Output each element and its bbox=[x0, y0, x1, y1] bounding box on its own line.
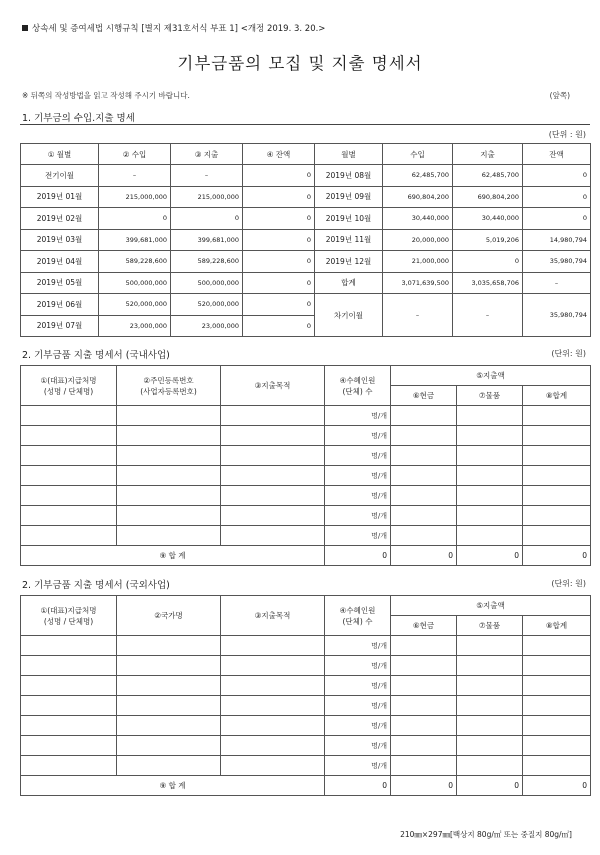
table-row bbox=[21, 208, 591, 230]
month-cell: 2019년 05월 bbox=[21, 272, 99, 294]
sum-cell[interactable] bbox=[523, 636, 591, 656]
col-header-cash: ⑥현금 bbox=[391, 386, 457, 406]
cash-cell[interactable] bbox=[391, 426, 457, 446]
beneficiary-unit-cell[interactable]: 명/개 bbox=[325, 656, 391, 676]
col-header-purpose: ③지출목적 bbox=[221, 366, 325, 406]
col-header-balance-2: 잔액 bbox=[523, 144, 591, 165]
col-header-month: ① 월별 bbox=[21, 144, 99, 165]
id-cell[interactable] bbox=[117, 406, 221, 426]
sum-cell[interactable] bbox=[523, 486, 591, 506]
month-cell: 2019년 09월 bbox=[315, 186, 383, 208]
goods-cell[interactable] bbox=[457, 506, 523, 526]
month-cell: 2019년 11월 bbox=[315, 229, 383, 251]
cash-cell[interactable] bbox=[391, 736, 457, 756]
country-cell[interactable] bbox=[117, 736, 221, 756]
month-cell: 전기이월 bbox=[21, 165, 99, 187]
instruction-notice: ※ 뒤쪽의 작성방법을 읽고 작성해 주시기 바랍니다. bbox=[22, 91, 190, 100]
table-header-row bbox=[21, 144, 591, 165]
sum-cell[interactable] bbox=[523, 466, 591, 486]
col-header-beneficiaries bbox=[325, 366, 391, 406]
paper-spec-footer: 210㎜×297㎜[백상지 80g/㎡ 또는 중질지 80g/㎡] bbox=[400, 830, 572, 839]
beneficiary-unit-cell[interactable]: 명/개 bbox=[325, 636, 391, 656]
total-sum: 0 bbox=[523, 546, 591, 566]
beneficiary-unit-cell[interactable]: 명/개 bbox=[325, 446, 391, 466]
purpose-cell[interactable] bbox=[221, 716, 325, 736]
income-cell: 589,228,600 bbox=[99, 251, 171, 273]
table-row bbox=[21, 676, 591, 696]
income-cell: 215,000,000 bbox=[99, 186, 171, 208]
income-cell: 20,000,000 bbox=[383, 229, 453, 251]
income-cell: 500,000,000 bbox=[99, 272, 171, 294]
beneficiary-unit-cell[interactable]: 명/개 bbox=[325, 466, 391, 486]
total-row bbox=[21, 776, 591, 796]
cash-cell[interactable] bbox=[391, 756, 457, 776]
balance-cell: 0 bbox=[243, 251, 315, 273]
cash-cell[interactable] bbox=[391, 466, 457, 486]
purpose-cell[interactable] bbox=[221, 526, 325, 546]
beneficiaries-header-text: ④수혜인원 (단체) 수 bbox=[339, 375, 376, 396]
cash-cell[interactable] bbox=[391, 696, 457, 716]
purpose-cell[interactable] bbox=[221, 756, 325, 776]
cash-cell[interactable] bbox=[391, 656, 457, 676]
goods-cell[interactable] bbox=[457, 486, 523, 506]
expense-cell: 23,000,000 bbox=[171, 315, 243, 337]
table-row bbox=[21, 446, 591, 466]
col-header-payee bbox=[21, 366, 117, 406]
sum-cell[interactable] bbox=[523, 716, 591, 736]
payee-cell[interactable] bbox=[21, 486, 117, 506]
payee-cell[interactable] bbox=[21, 446, 117, 466]
form-reference bbox=[22, 22, 325, 34]
beneficiary-unit-cell[interactable]: 명/개 bbox=[325, 406, 391, 426]
expense-cell: 30,440,000 bbox=[453, 208, 523, 230]
purpose-cell[interactable] bbox=[221, 736, 325, 756]
expense-cell: 215,000,000 bbox=[171, 186, 243, 208]
total-cash: 0 bbox=[391, 776, 457, 796]
balance-cell: 0 bbox=[523, 186, 591, 208]
col-header-beneficiaries bbox=[325, 596, 391, 636]
beneficiary-unit-cell[interactable]: 명/개 bbox=[325, 506, 391, 526]
month-cell: 2019년 10월 bbox=[315, 208, 383, 230]
expense-cell: 520,000,000 bbox=[171, 294, 243, 316]
total-sum: 0 bbox=[523, 776, 591, 796]
purpose-cell[interactable] bbox=[221, 426, 325, 446]
goods-cell[interactable] bbox=[457, 466, 523, 486]
goods-cell[interactable] bbox=[457, 696, 523, 716]
sum-cell[interactable] bbox=[523, 696, 591, 716]
balance-cell: 0 bbox=[243, 229, 315, 251]
balance-cell: 0 bbox=[523, 208, 591, 230]
total-label: ⑨ 합 계 bbox=[21, 546, 325, 566]
purpose-cell[interactable] bbox=[221, 466, 325, 486]
section1-unit: (단위 : 원) bbox=[548, 130, 586, 139]
sum-cell[interactable] bbox=[523, 406, 591, 426]
table-row bbox=[21, 656, 591, 676]
balance-cell: 0 bbox=[243, 315, 315, 337]
carry-forward-month-cell: 차기이월 bbox=[315, 294, 383, 337]
total-cash: 0 bbox=[391, 546, 457, 566]
expense-cell: 62,485,700 bbox=[453, 165, 523, 187]
income-cell: 21,000,000 bbox=[383, 251, 453, 273]
sum-cell[interactable] bbox=[523, 676, 591, 696]
goods-cell[interactable] bbox=[457, 736, 523, 756]
cash-cell[interactable] bbox=[391, 486, 457, 506]
country-cell[interactable] bbox=[117, 696, 221, 716]
expense-cell: 399,681,000 bbox=[171, 229, 243, 251]
total-expense-cell: 3,035,658,706 bbox=[453, 272, 523, 294]
table-row bbox=[21, 756, 591, 776]
col-header-sum: ⑧합계 bbox=[523, 386, 591, 406]
beneficiary-unit-cell[interactable]: 명/개 bbox=[325, 676, 391, 696]
table-row bbox=[21, 636, 591, 656]
id-header-text: ②주민등록번호 (사업자등록번호) bbox=[140, 375, 197, 396]
balance-cell: 0 bbox=[243, 208, 315, 230]
goods-cell[interactable] bbox=[457, 526, 523, 546]
col-header-income-2: 수입 bbox=[383, 144, 453, 165]
balance-cell: 0 bbox=[243, 165, 315, 187]
month-cell: 2019년 02월 bbox=[21, 208, 99, 230]
goods-cell[interactable] bbox=[457, 426, 523, 446]
expense-cell: 589,228,600 bbox=[171, 251, 243, 273]
col-header-expense: ③ 지출 bbox=[171, 144, 243, 165]
income-cell: – bbox=[99, 165, 171, 187]
beneficiary-unit-cell[interactable]: 명/개 bbox=[325, 526, 391, 546]
table-row bbox=[21, 506, 591, 526]
income-cell: 690,804,200 bbox=[383, 186, 453, 208]
goods-cell[interactable] bbox=[457, 446, 523, 466]
country-cell[interactable] bbox=[117, 756, 221, 776]
col-header-amount: ⑤지출액 bbox=[391, 366, 591, 386]
col-header-cash: ⑥현금 bbox=[391, 616, 457, 636]
purpose-cell[interactable] bbox=[221, 506, 325, 526]
income-cell: 520,000,000 bbox=[99, 294, 171, 316]
col-header-goods: ⑦물품 bbox=[457, 386, 523, 406]
table-row bbox=[21, 696, 591, 716]
table-row bbox=[21, 406, 591, 426]
payee-cell[interactable] bbox=[21, 656, 117, 676]
id-cell[interactable] bbox=[117, 526, 221, 546]
total-beneficiaries: 0 bbox=[325, 546, 391, 566]
col-header-purpose: ③지출목적 bbox=[221, 596, 325, 636]
payee-cell[interactable] bbox=[21, 636, 117, 656]
col-header-expense-2: 지출 bbox=[453, 144, 523, 165]
carry-forward-balance-cell: 35,980,794 bbox=[523, 294, 591, 337]
cash-cell[interactable] bbox=[391, 716, 457, 736]
country-cell[interactable] bbox=[117, 636, 221, 656]
id-cell[interactable] bbox=[117, 446, 221, 466]
month-cell: 2019년 04월 bbox=[21, 251, 99, 273]
payee-cell[interactable] bbox=[21, 736, 117, 756]
purpose-cell[interactable] bbox=[221, 676, 325, 696]
payee-header-text: ①(대표)지급처명 (성명 / 단체명) bbox=[40, 375, 97, 396]
expense-cell: 5,019,206 bbox=[453, 229, 523, 251]
purpose-cell[interactable] bbox=[221, 486, 325, 506]
table-row bbox=[21, 426, 591, 446]
col-header-country: ②국가명 bbox=[117, 596, 221, 636]
table-row bbox=[21, 526, 591, 546]
expense-cell: – bbox=[171, 165, 243, 187]
table-row bbox=[21, 486, 591, 506]
section1-title: 1. 기부금의 수입.지출 명세 bbox=[22, 113, 135, 124]
beneficiaries-header-text: ④수혜인원 (단체) 수 bbox=[339, 605, 376, 626]
beneficiary-unit-cell[interactable]: 명/개 bbox=[325, 756, 391, 776]
expense-cell: 0 bbox=[171, 208, 243, 230]
beneficiary-unit-cell[interactable]: 명/개 bbox=[325, 696, 391, 716]
cash-cell[interactable] bbox=[391, 446, 457, 466]
income-cell: 30,440,000 bbox=[383, 208, 453, 230]
balance-cell: 0 bbox=[523, 165, 591, 187]
id-cell[interactable] bbox=[117, 486, 221, 506]
payee-header-text: ①(대표)지급처명 (성명 / 단체명) bbox=[40, 605, 97, 626]
col-header-amount: ⑤지출액 bbox=[391, 596, 591, 616]
id-cell[interactable] bbox=[117, 466, 221, 486]
total-row bbox=[21, 546, 591, 566]
cash-cell[interactable] bbox=[391, 676, 457, 696]
purpose-cell[interactable] bbox=[221, 406, 325, 426]
income-cell: 0 bbox=[99, 208, 171, 230]
country-cell[interactable] bbox=[117, 676, 221, 696]
table-header-row bbox=[21, 366, 591, 386]
table-row bbox=[21, 165, 591, 187]
col-header-id-number bbox=[117, 366, 221, 406]
sum-cell[interactable] bbox=[523, 446, 591, 466]
table-row bbox=[21, 466, 591, 486]
income-cell: 23,000,000 bbox=[99, 315, 171, 337]
table-row bbox=[21, 186, 591, 208]
payee-cell[interactable] bbox=[21, 466, 117, 486]
page-side-label: (앞쪽) bbox=[549, 91, 570, 100]
sum-cell[interactable] bbox=[523, 526, 591, 546]
month-cell: 2019년 03월 bbox=[21, 229, 99, 251]
payee-cell[interactable] bbox=[21, 426, 117, 446]
total-month-cell: 합계 bbox=[315, 272, 383, 294]
expense-cell: 500,000,000 bbox=[171, 272, 243, 294]
month-cell: 2019년 07월 bbox=[21, 315, 99, 337]
section2-title: 2. 기부금품 지출 명세서 (국내사업) bbox=[22, 350, 170, 361]
section2-unit: (단위: 원) bbox=[551, 349, 586, 358]
overseas-expense-table bbox=[20, 595, 591, 796]
col-header-income: ② 수입 bbox=[99, 144, 171, 165]
cash-cell[interactable] bbox=[391, 526, 457, 546]
table-row bbox=[21, 736, 591, 756]
col-header-balance: ④ 잔액 bbox=[243, 144, 315, 165]
table-row bbox=[21, 294, 591, 316]
section3-unit: (단위: 원) bbox=[551, 579, 586, 588]
payee-cell[interactable] bbox=[21, 506, 117, 526]
income-cell: 62,485,700 bbox=[383, 165, 453, 187]
payee-cell[interactable] bbox=[21, 406, 117, 426]
total-balance-cell: – bbox=[523, 272, 591, 294]
sum-cell[interactable] bbox=[523, 736, 591, 756]
sum-cell[interactable] bbox=[523, 426, 591, 446]
balance-cell: 0 bbox=[243, 186, 315, 208]
table-row bbox=[21, 716, 591, 736]
payee-cell[interactable] bbox=[21, 716, 117, 736]
col-header-sum: ⑧합계 bbox=[523, 616, 591, 636]
payee-cell[interactable] bbox=[21, 756, 117, 776]
goods-cell[interactable] bbox=[457, 656, 523, 676]
month-cell: 2019년 01월 bbox=[21, 186, 99, 208]
sum-cell[interactable] bbox=[523, 656, 591, 676]
purpose-cell[interactable] bbox=[221, 696, 325, 716]
payee-cell[interactable] bbox=[21, 526, 117, 546]
page-title: 기부금품의 모집 및 지출 명세서 bbox=[177, 54, 423, 73]
total-goods: 0 bbox=[457, 546, 523, 566]
form-reference-text: 상속세 및 증여세법 시행규칙 [별지 제31호서식 부표 1] <개정 2019. 3. 20.> bbox=[32, 24, 326, 34]
cash-cell[interactable] bbox=[391, 506, 457, 526]
square-bullet-icon bbox=[22, 25, 28, 31]
cash-cell[interactable] bbox=[391, 406, 457, 426]
country-cell[interactable] bbox=[117, 656, 221, 676]
col-header-month-2: 월별 bbox=[315, 144, 383, 165]
sum-cell[interactable] bbox=[523, 756, 591, 776]
purpose-cell[interactable] bbox=[221, 656, 325, 676]
total-beneficiaries: 0 bbox=[325, 776, 391, 796]
month-cell: 2019년 06월 bbox=[21, 294, 99, 316]
table-row bbox=[21, 272, 591, 294]
beneficiary-unit-cell[interactable]: 명/개 bbox=[325, 486, 391, 506]
income-expense-table bbox=[20, 143, 591, 337]
id-cell[interactable] bbox=[117, 506, 221, 526]
id-cell[interactable] bbox=[117, 426, 221, 446]
total-label: ⑨ 합 계 bbox=[21, 776, 325, 796]
carry-forward-income-cell: – bbox=[383, 294, 453, 337]
purpose-cell[interactable] bbox=[221, 446, 325, 466]
payee-cell[interactable] bbox=[21, 676, 117, 696]
goods-cell[interactable] bbox=[457, 406, 523, 426]
payee-cell[interactable] bbox=[21, 696, 117, 716]
beneficiary-unit-cell[interactable]: 명/개 bbox=[325, 426, 391, 446]
expense-cell: 690,804,200 bbox=[453, 186, 523, 208]
carry-forward-expense-cell: – bbox=[453, 294, 523, 337]
goods-cell[interactable] bbox=[457, 636, 523, 656]
beneficiary-unit-cell[interactable]: 명/개 bbox=[325, 736, 391, 756]
section3-title: 2. 기부금품 지출 명세서 (국외사업) bbox=[22, 580, 170, 591]
month-cell: 2019년 08월 bbox=[315, 165, 383, 187]
beneficiary-unit-cell[interactable]: 명/개 bbox=[325, 716, 391, 736]
total-income-cell: 3,071,639,500 bbox=[383, 272, 453, 294]
section-divider bbox=[20, 124, 590, 125]
purpose-cell[interactable] bbox=[221, 636, 325, 656]
balance-cell: 14,980,794 bbox=[523, 229, 591, 251]
table-header-row bbox=[21, 596, 591, 616]
goods-cell[interactable] bbox=[457, 756, 523, 776]
table-row bbox=[21, 251, 591, 273]
country-cell[interactable] bbox=[117, 716, 221, 736]
total-goods: 0 bbox=[457, 776, 523, 796]
sum-cell[interactable] bbox=[523, 506, 591, 526]
col-header-goods: ⑦물품 bbox=[457, 616, 523, 636]
domestic-expense-table bbox=[20, 365, 591, 566]
col-header-payee bbox=[21, 596, 117, 636]
balance-cell: 0 bbox=[243, 294, 315, 316]
expense-cell: 0 bbox=[453, 251, 523, 273]
table-row bbox=[21, 229, 591, 251]
income-cell: 399,681,000 bbox=[99, 229, 171, 251]
cash-cell[interactable] bbox=[391, 636, 457, 656]
balance-cell: 0 bbox=[243, 272, 315, 294]
goods-cell[interactable] bbox=[457, 716, 523, 736]
month-cell: 2019년 12월 bbox=[315, 251, 383, 273]
goods-cell[interactable] bbox=[457, 676, 523, 696]
balance-cell: 35,980,794 bbox=[523, 251, 591, 273]
